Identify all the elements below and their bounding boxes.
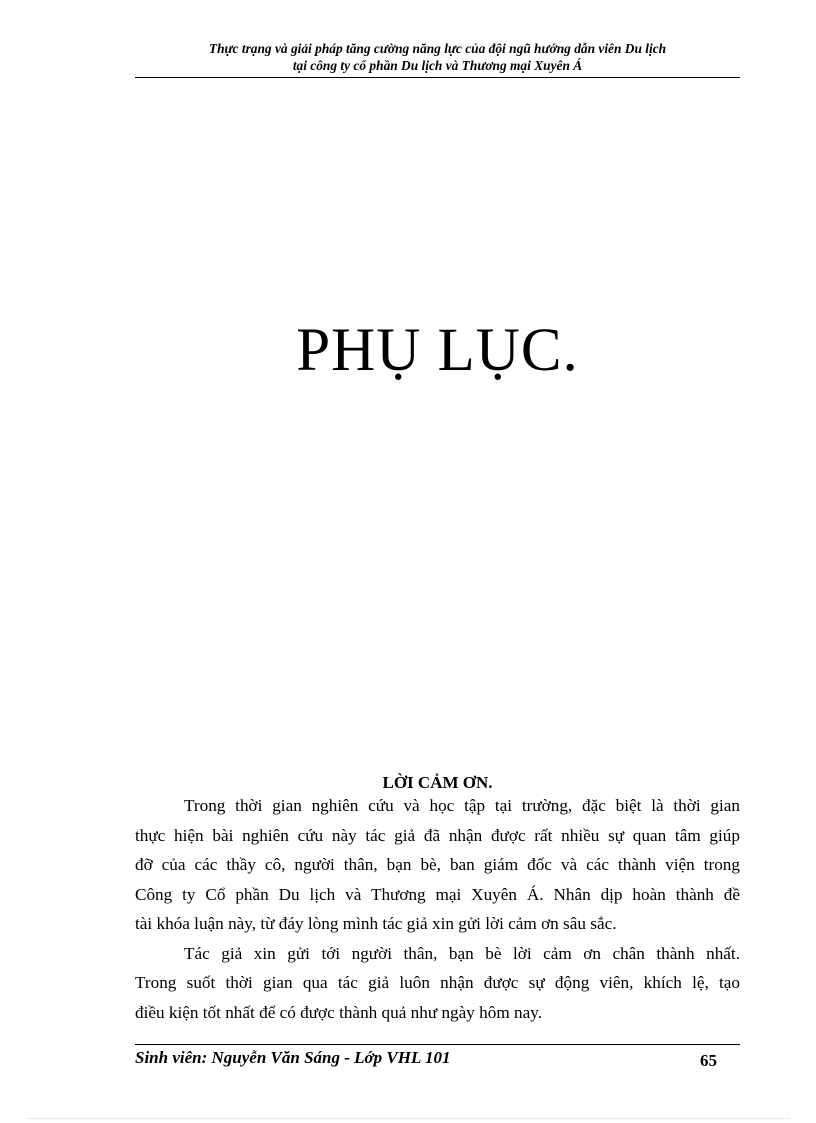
header-divider [135,77,740,78]
page-header [135,40,740,74]
paragraph-line: đỡ của các thầy cô, người thân, bạn bè, ban giám đốc và các thành viện trong [135,855,740,874]
page-bottom-border [28,1118,790,1119]
header-line-1: Thực trạng và giải pháp tăng cường năng lực của đội ngũ hướng dẫn viên Du lịch [208,41,667,56]
paragraph-line: Công ty Cổ phần Du lịch và Thương mại Xuyên Á. Nhân dịp hoàn thành đề [135,884,740,904]
page-number: 65 [700,1051,717,1070]
paragraph-line: Trong suốt thời gian qua tác giả luôn nhận được sự động viên, khích lệ, tạo [135,973,740,992]
paragraph-line: Tác giả xin gửi tới người thân, bạn bè lời cảm ơn chân thành nhất. [184,943,740,963]
section-title: PHỤ LỤC. [296,317,579,384]
acknowledgement-heading: LỜI CẢM ƠN. [382,773,493,792]
acknowledgement-body [135,791,740,1027]
paragraph-line: điều kiện tốt nhất để có được thành quả như ngày hôm nay. [135,1002,543,1022]
paragraph-line: tài khóa luận này, từ đáy lòng mình tác giả xin gửi lời cảm ơn sâu sắc. [135,914,617,933]
footer-author: Sinh viên: Nguyễn Văn Sáng - Lớp VHL 101 [135,1048,451,1067]
footer-divider [135,1044,740,1045]
paragraph-line: thực hiện bài nghiên cứu này tác giả đã nhận được rất nhiều sự quan tâm giúp [135,825,740,845]
header-line-2: tại công ty cổ phần Du lịch và Thương mại Xuyên Á [292,58,583,73]
paragraph-line: Trong thời gian nghiên cứu và học tập tại trường, đặc biệt là thời gian [184,796,740,815]
